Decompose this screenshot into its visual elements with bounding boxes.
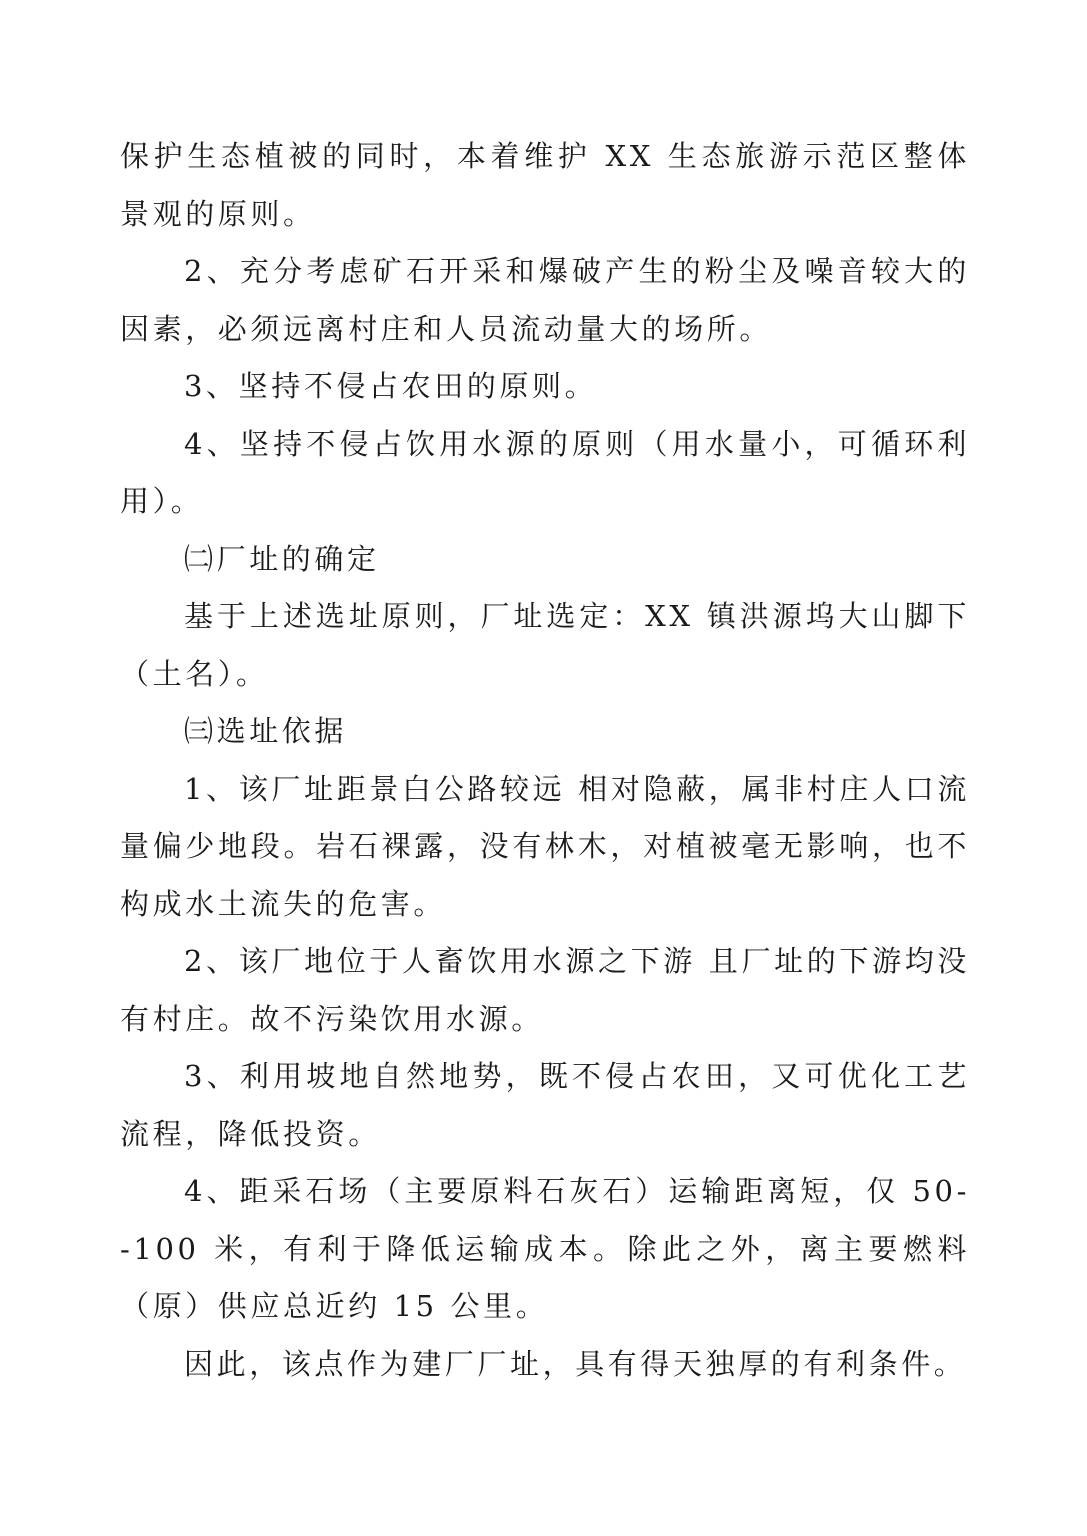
section-heading-site-basis: ㈢选址依据 (184, 714, 348, 748)
paragraph-dust-noise: 2、充分考虑矿石开采和爆破产生的粉尘及噪音较大的因素，必须远离村庄和人员流动量大的场所。 (120, 254, 970, 346)
paragraph-water-source: 4、坚持不侵占饮用水源的原则（用水量小，可循环利用）。 (120, 426, 970, 518)
paragraph-basis-4: 4、距采石场（主要原料石灰石）运输距离短，仅 50--100 米，有利于降低运输成本。除此之外，离主要燃料（原）供应总近约 15 公里。 (120, 1174, 970, 1323)
paragraph-basis-3: 3、利用坡地自然地势，既不侵占农田，又可优化工艺流程，降低投资。 (120, 1059, 970, 1151)
paragraph-basis-1: 1、该厂址距景白公路较远 相对隐蔽，属非村庄人口流量偏少地段。岩石裸露，没有林木，对植被毫无影响，也不构成水土流失的危害。 (120, 771, 970, 921)
paragraph-site-selected: 基于上述选址原则，厂址选定：XX 镇洪源坞大山脚下（土名）。 (120, 599, 970, 691)
paragraph-conclusion: 因此，该点作为建厂厂址，具有得天独厚的有利条件。 (184, 1346, 967, 1381)
document-page (120, 128, 970, 1393)
paragraph-basis-2: 2、该厂地位于人畜饮用水源之下游 且厂址的下游均没有村庄。故不污染饮用水源。 (120, 944, 970, 1036)
paragraph-scenic-principle: 保护生态植被的同时，本着维护 XX 生态旅游示范区整体景观的原则。 (120, 139, 970, 231)
section-heading-site-determination: ㈡厂址的确定 (184, 541, 380, 576)
paragraph-farmland: 3、坚持不侵占农田的原则。 (184, 369, 598, 403)
